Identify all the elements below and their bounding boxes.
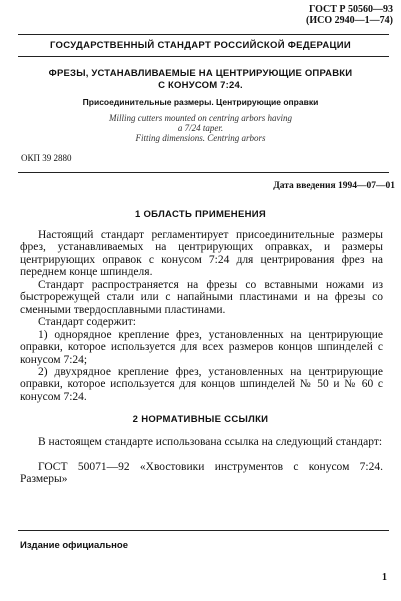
document-code — [306, 4, 393, 26]
section-1-heading: 1 ОБЛАСТЬ ПРИМЕНЕНИЯ — [134, 209, 267, 220]
title-line-2: С КОНУСОМ 7:24. — [158, 80, 243, 91]
section-2-paragraph-2: ГОСТ 50071—92 «Хвостовики инструментов с конусом 7:24. Размеры» — [20, 461, 383, 486]
official-edition-label: Издание официальное — [20, 540, 128, 551]
section-2-paragraph-1: В настоящем стандарте использована ссылка на следующий стандарт: — [38, 436, 383, 448]
section-1-paragraph-1: Настоящий стандарт регламентирует присоединительные размеры фрез, устанавливаемых на центрирующих оправках, и размеры центрирующих оправок с конусом 7:24 для центрирования фрез на переднем конце шпинделя. — [20, 229, 383, 279]
section-2-heading: 2 НОРМАТИВНЫЕ ССЫЛКИ — [132, 414, 269, 425]
english-title-line-3: Fitting dimensions. Centring arbors — [135, 133, 266, 143]
section-1-list-item-2: 2) двухрядное крепление фрез, установленных на центрирующие оправки, которое используется для концов шпинделей № 50 и № 60 с конусом 7:24. — [20, 366, 383, 403]
okp-rule — [18, 172, 389, 173]
english-title — [0, 113, 401, 143]
page-number: 1 — [382, 572, 387, 583]
effective-date: Дата введения 1994—07—01 — [273, 181, 395, 191]
gost-number: ГОСТ Р 50560—93 — [308, 4, 393, 15]
document-title — [0, 68, 401, 92]
section-1-paragraph-3: Стандарт содержит: — [38, 316, 136, 328]
section-1-list-item-1: 1) однорядное крепление фрез, установленных на центрирующие оправки, которое используется для всех размеров концов шпинделей с конусом 7:24; — [20, 329, 383, 366]
iso-number: (ИСО 2940—1—74) — [306, 15, 393, 26]
top-rule — [18, 34, 389, 35]
okp-code: ОКП 39 2880 — [21, 153, 72, 163]
document-subtitle: Присоединительные размеры. Центрирующие оправки — [82, 97, 319, 107]
english-title-line-1: Milling cutters mounted on centring arbors having — [109, 113, 292, 123]
footer-rule — [18, 530, 389, 531]
english-title-line-2: a 7/24 taper. — [177, 123, 224, 133]
title-line-1: ФРЕЗЫ, УСТАНАВЛИВАЕМЫЕ НА ЦЕНТРИРУЮЩИЕ ОПРАВКИ — [48, 68, 353, 79]
state-standard-heading: ГОСУДАРСТВЕННЫЙ СТАНДАРТ РОССИЙСКОЙ ФЕДЕРАЦИИ — [50, 40, 351, 51]
section-1-paragraph-2: Стандарт распространяется на фрезы со вставными ножами из быстрорежущей стали или с напайными пластинами и на фрезы со сменными твердосплавными пластинами. — [20, 279, 383, 316]
header-rule — [18, 56, 389, 57]
